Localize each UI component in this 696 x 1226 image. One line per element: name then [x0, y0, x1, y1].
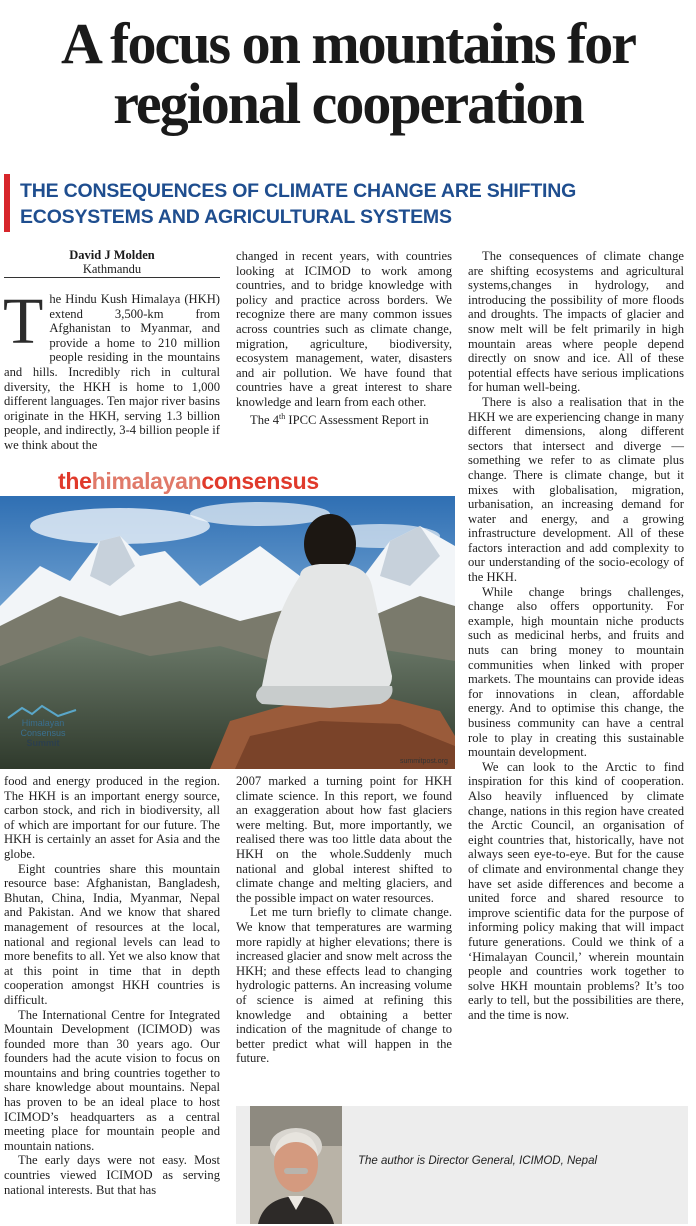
author-portrait-image [250, 1106, 342, 1224]
byline [4, 248, 220, 278]
headline-line-1: A focus on mountains for [61, 11, 635, 76]
intro-text: he Hindu Kush Himalaya (HKH) extend 3,500-km from Afghanistan to Myanmar, and provide a home to 210 million people residing in the mountains and hills. Incredibly rich in cultural diversity, the HKH is home to 1,000 different languages. Ten major river basins originate in the HKH, serving 1.3 billion people, and indirectly, 3-4 billion people if we think about the [4, 292, 220, 452]
column-3 [468, 249, 684, 1022]
article-headline [0, 11, 696, 136]
author-photo [250, 1106, 342, 1224]
column-1-top [3, 285, 220, 453]
paragraph: The early days were not easy. Most countries viewed ICIMOD as serving national interests. But that has [4, 1153, 220, 1197]
dateline-location: Kathmandu [82, 262, 142, 276]
paragraph: Eight countries share this mountain resource base: Afghanistan, Bangladesh, Bhutan, China, India, Myanmar, Nepal and Pakistan. And we know that shared management of resources at the local, national and regional levels can lead to more benefits to all. Yet we also know that at this point in time that in depth cooperation amongst HKH countries is difficult. [4, 861, 220, 1007]
article-subheadline [20, 178, 680, 230]
summit-logo-text: Himalayan Consensus Summit [20, 718, 66, 748]
author-name: David J Molden [69, 248, 155, 262]
paragraph: 2007 marked a turning point for HKH climate science. In this report, we found an exaggeration about how fast glaciers were melting. But, more importantly, we realised there was too little data about the HKH on the whole.Suddenly much national and global interest shifted to climate change and melting glaciers, and the possible impact on water resources. [236, 774, 452, 905]
paragraph: changed in recent years, with countries looking at ICIMOD to work among countries, and to bridge knowledge with policy and practice across borders. We recognize there are many common issues across countries such as climate change, migration, agriculture, biodiversity, ecosystem management, water, disasters and air pollution. We have found that countries have a great interest to share knowledge and learn from each other. [236, 249, 452, 409]
himalayan-consensus-banner: thehimalayanconsensus [58, 468, 319, 494]
paragraph: The consequences of climate change are shifting ecosystems and agricultural systems,changes in hydrology, and introducing the possibility of more floods and droughts. The impacts of glacier and snow melt will be felt primarily in high mountain areas where people depend directly on snow and ice. All of these potential effects have serious implications for human well-being. [468, 249, 684, 395]
paragraph: While change brings challenges, change also offers opportunity. For example, high mountain niche products such as medicinal herbs, and fruits and nuts can bring money to mountain communities when linked with proper markets. The mountains can provide ideas for innovations in clean, affordable energy. And to optimise this change, the business community can have a central role to play in creating this sustainable mountain development. [468, 584, 684, 760]
column-2-top [236, 249, 452, 427]
drop-cap: T [3, 285, 44, 358]
subhead-accent-bar [4, 174, 10, 232]
headline-line-2: regional cooperation [113, 71, 583, 136]
paragraph: Let me turn briefly to climate change. We know that temperatures are warming more rapidly at higher elevations; there is increased glacier and snow melt across the HKH; and these effects lead to changing hydrologic patterns. An increasing volume of science is aimed at refining this knowledge and obtaining a better indication of the magnitude of change to better predict what will happen in the future. [236, 905, 452, 1066]
column-1-bottom [4, 774, 220, 1197]
paragraph: The International Centre for Integrated Mountain Development (ICIMOD) was founded more than 30 years ago. Our founders had the acute vision to focus on mountains and bring countries together to share knowledge about mountains. Nepal has proven to be an ideal place to host ICIMOD’s headquarters as a central meeting place for mountain people and mountain nations. [4, 1007, 220, 1153]
column-2-bottom [236, 774, 452, 1066]
paragraph: There is also a realisation that in the HKH we are experiencing change in many different dimensions, along different sectors that intersect and diverge — something we refer to as climate plus change. There is climate change, but it mixes with globalisation, migration, urbanisation, an increasing demand for water and energy, and a growing infrastructure development. All of these factors interaction and add complexity to our understanding of the socio-ecology of the HKH. [468, 394, 684, 585]
intro-paragraph [3, 285, 220, 453]
subhead-line-2: ECOSYSTEMS AND AGRICULTURAL SYSTEMS [20, 206, 452, 228]
paragraph: We can look to the Arctic to find inspiration for this kind of cooperation. Also heavily influenced by climate change, nations in this region have created the Arctic Council, an organisation of eight countries that, historically, have not always seen eye-to-eye. But for the cause of climate and environmental change they have set aside differences and become a united force and shared resource to improve scientific data for the purpose of informing policy making that will impact future generations. Could we think of a ‘Himalayan Council,’ wherein mountain people and countries work together to solve HKH mountain problems? It’s too early to tell, but the possibilities are there, and the time is now. [468, 759, 684, 1022]
photo-credit: summitpost.org [400, 758, 448, 765]
author-note: The author is Director General, ICIMOD, Nepal [358, 1155, 598, 1167]
paragraph: The 4th IPCC Assessment Report in [250, 411, 429, 427]
subhead-line-1: THE CONSEQUENCES OF CLIMATE CHANGE ARE SHIFTING [20, 180, 577, 202]
paragraph: food and energy produced in the region. The HKH is an important energy source, carbon stock, and rich in biodiversity, all of which are important for our future. The HKH is certainly an asset for Asia and the globe. [4, 774, 220, 861]
